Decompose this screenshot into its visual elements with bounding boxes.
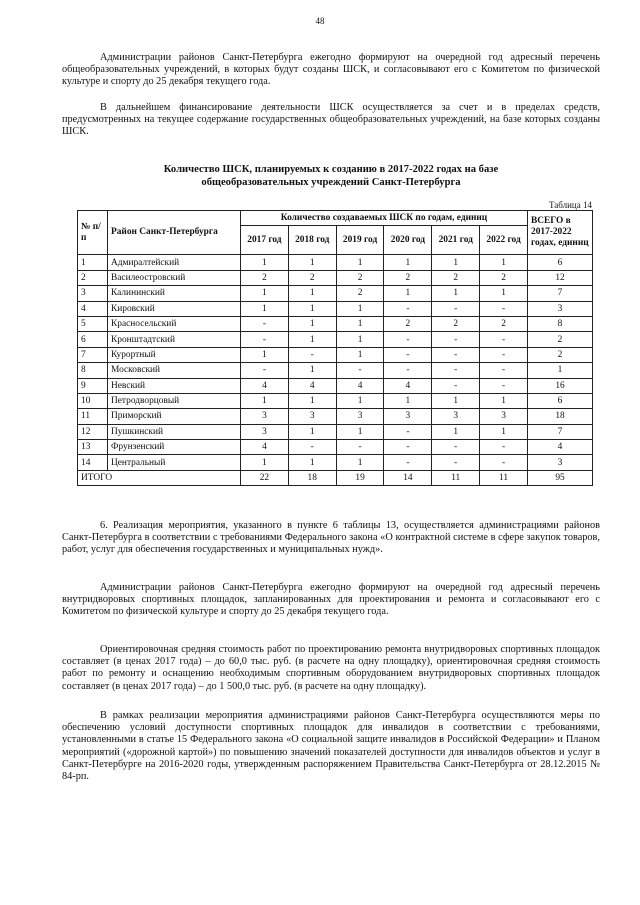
- year-value: 1: [241, 455, 289, 470]
- table-row: [78, 286, 593, 301]
- row-total: 4: [528, 440, 593, 455]
- row-total: 3: [528, 455, 593, 470]
- year-value: 1: [336, 393, 384, 408]
- row-total: 2: [528, 347, 593, 362]
- total-year-value: 19: [336, 470, 384, 485]
- year-value: 1: [336, 347, 384, 362]
- table-row: [78, 409, 593, 424]
- year-value: 1: [480, 393, 528, 408]
- table-title: [62, 163, 600, 189]
- district-name: Московский: [108, 363, 241, 378]
- year-value: 2: [288, 270, 336, 285]
- year-value: 4: [288, 378, 336, 393]
- year-value: 4: [241, 440, 289, 455]
- row-total: 18: [528, 409, 593, 424]
- year-value: 2: [480, 270, 528, 285]
- paragraph-yard-playgrounds: Администрации районов Санкт-Петербурга ежегодно формируют на очередной год адресный перечень внутридворовых спортивных площадок, запланированных для проектирования и ремонта и согласовывают его с Комитетом по физической культуре и спорту до 25 декабря текущего года.: [62, 582, 600, 618]
- row-number: 14: [78, 455, 108, 470]
- year-value: 1: [241, 301, 289, 316]
- year-value: 1: [384, 393, 432, 408]
- paragraph-school-list: Администрации районов Санкт-Петербурга ежегодно формируют на очередной год адресный перечень общеобразовательных учреждений, в которых будут созданы ШСК, и согласовывают его с Комитетом по физической культуре и спорту до 25 декабря текущего года.: [62, 52, 600, 88]
- district-name: Василеостровский: [108, 270, 241, 285]
- table-row: [78, 363, 593, 378]
- year-value: -: [432, 378, 480, 393]
- row-total: 1: [528, 363, 593, 378]
- year-value: -: [288, 440, 336, 455]
- district-name: Курортный: [108, 347, 241, 362]
- district-name: Петродворцовый: [108, 393, 241, 408]
- row-number: 4: [78, 301, 108, 316]
- year-value: 1: [480, 255, 528, 270]
- table-label: Таблица 14: [549, 200, 592, 210]
- paragraph-accessibility: В рамках реализации мероприятия администрациями районов Санкт-Петербурга осуществляются меры по обеспечению условий доступности спортивных площадок для инвалидов в соответствии с требованиями, установленными в статье 15 Федерального закона «О социальной защите инвалидов в Российской Федерации» и Планом мероприятий («дорожной картой») по повышению значений показателей доступности для инвалидов объектов и услуг в Санкт-Петербурге на 2016-2020 годы, утвержденным распоряжением Правительства Санкт-Петербурга от 28.12.2015 № 84-рп.: [62, 710, 600, 783]
- header-total: ВСЕГО в 2017-2022 годах, единиц: [528, 211, 593, 255]
- total-year-value: 18: [288, 470, 336, 485]
- year-value: -: [384, 424, 432, 439]
- year-value: 1: [288, 424, 336, 439]
- year-value: -: [480, 378, 528, 393]
- year-value: -: [480, 332, 528, 347]
- year-value: -: [384, 332, 432, 347]
- table-row: [78, 455, 593, 470]
- row-number: 5: [78, 316, 108, 331]
- header-year: 2018 год: [288, 226, 336, 255]
- district-name: Калининский: [108, 286, 241, 301]
- year-value: -: [384, 301, 432, 316]
- row-total: 7: [528, 424, 593, 439]
- row-total: 8: [528, 316, 593, 331]
- year-value: -: [432, 440, 480, 455]
- year-value: -: [384, 455, 432, 470]
- year-value: 1: [432, 255, 480, 270]
- paragraph-cost-estimate: Ориентировочная средняя стоимость работ по проектированию ремонта внутридворовых спортивных площадок составляет (в ценах 2017 года) – до 60,0 тыс. руб. (в расчете на одну площадку), ориентировочная средняя стоимость работ по ремонту и оснащению необходимым спортивным оборудованием внутридворовых спортивных площадок составляет (в ценах 2017 года) – до 1 500,0 тыс. руб. (в расчете на одну площадку).: [62, 644, 600, 692]
- year-value: -: [336, 440, 384, 455]
- district-name: Центральный: [108, 455, 241, 470]
- year-value: 3: [384, 409, 432, 424]
- year-value: 1: [432, 393, 480, 408]
- year-value: 2: [241, 270, 289, 285]
- year-value: -: [384, 363, 432, 378]
- paragraph-financing: В дальнейшем финансирование деятельности ШСК осуществляется за счет и в пределах средств, предусмотренных на текущее содержание государственных общеобразовательных учреждений, на базе которых созданы ШСК.: [62, 102, 600, 138]
- total-year-value: 22: [241, 470, 289, 485]
- year-value: 1: [288, 363, 336, 378]
- year-value: -: [384, 347, 432, 362]
- year-value: 1: [336, 332, 384, 347]
- district-name: Невский: [108, 378, 241, 393]
- row-total: 3: [528, 301, 593, 316]
- header-year: 2022 год: [480, 226, 528, 255]
- year-value: -: [241, 316, 289, 331]
- total-year-value: 11: [480, 470, 528, 485]
- total-label: ИТОГО: [78, 470, 241, 485]
- year-value: 1: [288, 255, 336, 270]
- year-value: 3: [288, 409, 336, 424]
- header-number: № п/п: [78, 211, 108, 255]
- year-value: 3: [241, 409, 289, 424]
- year-value: -: [432, 455, 480, 470]
- year-value: 1: [480, 286, 528, 301]
- year-value: 1: [288, 286, 336, 301]
- row-number: 12: [78, 424, 108, 439]
- schools-sports-clubs-table: [77, 210, 593, 486]
- year-value: 2: [336, 286, 384, 301]
- year-value: 4: [384, 378, 432, 393]
- table-row: [78, 255, 593, 270]
- header-years-group: Количество создаваемых ШСК по годам, единиц: [241, 211, 528, 226]
- row-total: 7: [528, 286, 593, 301]
- table-title-line-1: Количество ШСК, планируемых к созданию в 2017-2022 годах на базе: [163, 164, 499, 175]
- year-value: 3: [336, 409, 384, 424]
- year-value: -: [432, 301, 480, 316]
- page-number: 48: [315, 16, 325, 26]
- year-value: 1: [432, 424, 480, 439]
- row-number: 10: [78, 393, 108, 408]
- year-value: 1: [336, 455, 384, 470]
- header-year: 2021 год: [432, 226, 480, 255]
- grand-total: 95: [528, 470, 593, 485]
- year-value: 3: [241, 424, 289, 439]
- year-value: -: [241, 363, 289, 378]
- table-header-row: [78, 211, 593, 226]
- year-value: 1: [480, 424, 528, 439]
- year-value: -: [480, 301, 528, 316]
- year-value: -: [432, 332, 480, 347]
- year-value: 1: [384, 286, 432, 301]
- year-value: -: [480, 440, 528, 455]
- year-value: 4: [241, 378, 289, 393]
- row-total: 16: [528, 378, 593, 393]
- year-value: 1: [336, 301, 384, 316]
- year-value: 2: [480, 316, 528, 331]
- year-value: 2: [384, 316, 432, 331]
- row-number: 13: [78, 440, 108, 455]
- row-number: 2: [78, 270, 108, 285]
- year-value: 1: [288, 316, 336, 331]
- district-name: Пушкинский: [108, 424, 241, 439]
- year-value: 2: [384, 270, 432, 285]
- district-name: Приморский: [108, 409, 241, 424]
- row-total: 2: [528, 332, 593, 347]
- table-row: [78, 347, 593, 362]
- district-name: Адмиралтейский: [108, 255, 241, 270]
- year-value: 3: [480, 409, 528, 424]
- year-value: 1: [432, 286, 480, 301]
- paragraph-contract-system: 6. Реализация мероприятия, указанного в пункте 6 таблицы 13, осуществляется администрациями районов Санкт-Петербурга в соответствии с требованиями Федерального закона «О контрактной системе в сфере закупок товаров, работ, услуг для обеспечения государственных и муниципальных нужд».: [62, 520, 600, 556]
- table-row: [78, 378, 593, 393]
- header-year: 2020 год: [384, 226, 432, 255]
- total-year-value: 14: [384, 470, 432, 485]
- row-total: 6: [528, 393, 593, 408]
- table-row: [78, 440, 593, 455]
- year-value: 1: [336, 424, 384, 439]
- year-value: 3: [432, 409, 480, 424]
- year-value: 1: [288, 332, 336, 347]
- year-value: 1: [288, 455, 336, 470]
- header-year: 2017 год: [241, 226, 289, 255]
- year-value: 2: [432, 270, 480, 285]
- district-name: Красносельский: [108, 316, 241, 331]
- table-row: [78, 301, 593, 316]
- year-value: -: [288, 347, 336, 362]
- total-row: [78, 470, 593, 485]
- header-year: 2019 год: [336, 226, 384, 255]
- year-value: 1: [336, 255, 384, 270]
- row-number: 1: [78, 255, 108, 270]
- year-value: 4: [336, 378, 384, 393]
- year-value: -: [480, 363, 528, 378]
- table-row: [78, 424, 593, 439]
- year-value: 2: [432, 316, 480, 331]
- year-value: -: [432, 363, 480, 378]
- year-value: -: [480, 347, 528, 362]
- year-value: 1: [241, 347, 289, 362]
- table-row: [78, 270, 593, 285]
- row-number: 7: [78, 347, 108, 362]
- year-value: 1: [288, 301, 336, 316]
- year-value: 1: [241, 286, 289, 301]
- year-value: -: [432, 347, 480, 362]
- row-number: 6: [78, 332, 108, 347]
- header-district: Район Санкт-Петербурга: [108, 211, 241, 255]
- row-number: 3: [78, 286, 108, 301]
- row-total: 6: [528, 255, 593, 270]
- district-name: Кировский: [108, 301, 241, 316]
- district-name: Кронштадтский: [108, 332, 241, 347]
- year-value: 2: [336, 270, 384, 285]
- year-value: 1: [336, 316, 384, 331]
- table-title-line-2: общеобразовательных учреждений Санкт-Петербурга: [201, 177, 461, 188]
- table-row: [78, 316, 593, 331]
- row-number: 8: [78, 363, 108, 378]
- district-name: Фрунзенский: [108, 440, 241, 455]
- row-number: 11: [78, 409, 108, 424]
- year-value: -: [336, 363, 384, 378]
- year-value: 1: [288, 393, 336, 408]
- table-row: [78, 332, 593, 347]
- year-value: 1: [241, 393, 289, 408]
- row-total: 12: [528, 270, 593, 285]
- total-year-value: 11: [432, 470, 480, 485]
- year-value: -: [241, 332, 289, 347]
- row-number: 9: [78, 378, 108, 393]
- year-value: -: [480, 455, 528, 470]
- year-value: -: [384, 440, 432, 455]
- year-value: 1: [384, 255, 432, 270]
- year-value: 1: [241, 255, 289, 270]
- table-row: [78, 393, 593, 408]
